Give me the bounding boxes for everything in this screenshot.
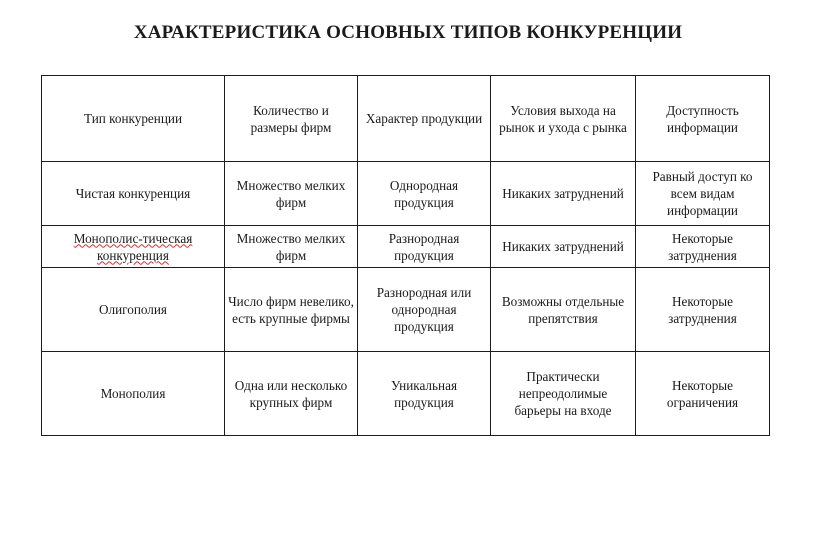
table-cell: Некоторые затруднения [636,268,770,352]
header-cell: Характер продукции [358,76,491,162]
table-cell: Разнородная или однородная продукция [358,268,491,352]
table-row [42,268,770,352]
table-cell: Множество мелких фирм [225,162,358,226]
header-cell: Условия выхода на рынок и ухода с рынка [491,76,636,162]
table-cell: Некоторые затруднения [636,226,770,268]
table-row [42,162,770,226]
table-row [42,226,770,268]
table-row [42,352,770,436]
competition-types-table [41,75,770,436]
table-cell: Равный доступ ко всем видам информации [636,162,770,226]
header-cell: Количество и размеры фирм [225,76,358,162]
header-cell: Тип конкуренции [42,76,225,162]
table-cell: Некоторые ограничения [636,352,770,436]
table-cell: Уникальная продукция [358,352,491,436]
table-cell: Олигополия [42,268,225,352]
page-title: ХАРАКТЕРИСТИКА ОСНОВНЫХ ТИПОВ КОНКУРЕНЦИИ [133,22,683,43]
header-row [42,76,770,162]
table-cell: Практически непреодолимые барьеры на входе [491,352,636,436]
header-cell: Доступность информации [636,76,770,162]
table-cell: Чистая конкуренция [42,162,225,226]
table-cell: Никаких затруднений [491,162,636,226]
table-cell: Однородная продукция [358,162,491,226]
table-cell: Монополис-тическая конкуренция [42,226,225,268]
table-cell: Монополия [42,352,225,436]
table-cell: Возможны отдельные препятствия [491,268,636,352]
table-cell: Разнородная продукция [358,226,491,268]
table-cell: Одна или несколько крупных фирм [225,352,358,436]
table-cell: Число фирм невелико, есть крупные фирмы [225,268,358,352]
table-cell: Множество мелких фирм [225,226,358,268]
table-cell: Никаких затруднений [491,226,636,268]
